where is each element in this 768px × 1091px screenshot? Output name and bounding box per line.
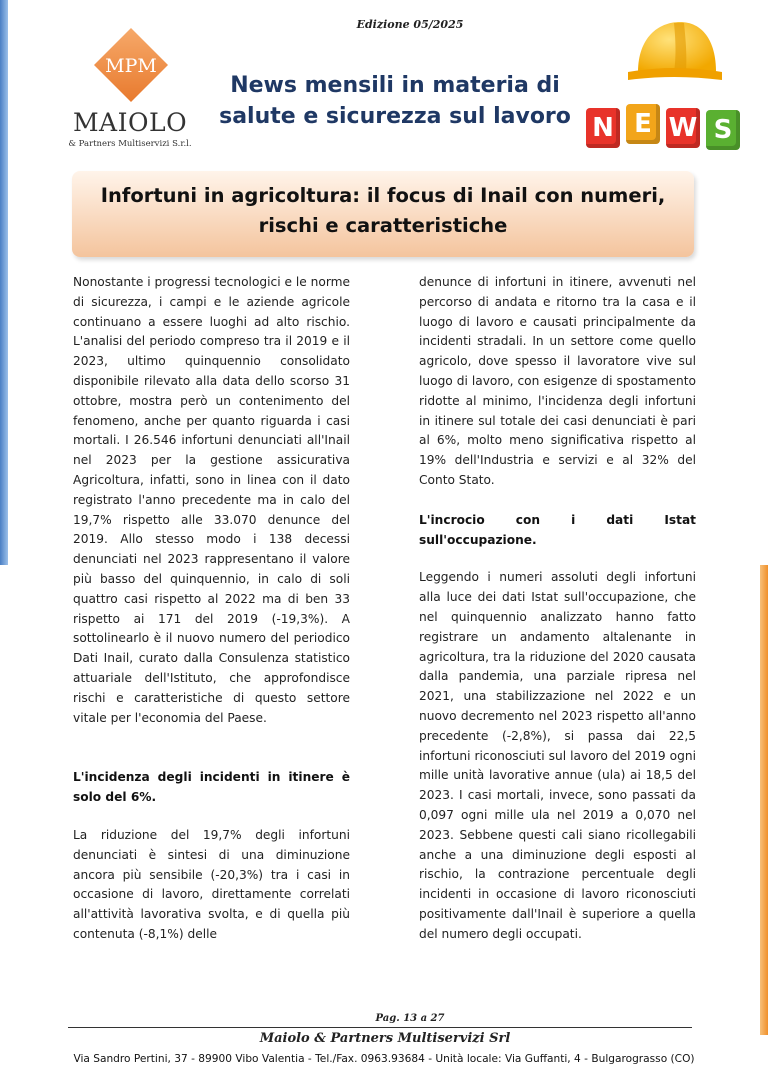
- article-title-line2: rischi e caratteristiche: [258, 214, 508, 237]
- newsletter-title-line2: salute e sicurezza sul lavoro: [219, 104, 571, 129]
- left-edge-stripe: [0, 0, 8, 565]
- paragraph: denunce di infortuni in itinere, avvenuti nel percorso di andata e ritorno tra la casa e il luogo di lavoro e causati principalmente da incidenti stradali. In un settore come quello agricolo, dove spesso il lavoratore vive sul luogo di lavoro, con esigenze di spostamento ridotte al minimo, l'incidenza degli infortuni in itinere sul totale dei casi denunciati è pari al 6%, molto meno significativa rispetto al 19% dell'Industria e servizi e al 32% del Conto Stato.: [419, 275, 696, 487]
- logo-initials: MPM: [105, 55, 157, 77]
- footer-company: Maiolo & Partners Multiservizi Srl: [259, 1031, 511, 1046]
- article-title-banner: [72, 171, 694, 257]
- newsletter-title-line1: News mensili in materia di: [230, 73, 560, 98]
- paragraph: Leggendo i numeri assoluti degli infortuni alla luce dei dati Istat sull'occupazione, che nel quinquennio analizzato hanno fatto registrare un andamento altalenante in agricoltura, tra la riduzione del 2020 causata dalla pandemia, una parziale ripresa nel 2021, una stabilizzazione nel 2022 e un nuovo decremento nel 2023 rispetto all'anno precedente (-2,8%), si passa dai 22,5 infortuni riconosciuti sul lavoro del 2019 ogni mille unità lavorative annue (ula) ai 18,5 del 2023. I casi mortali, invece, sono passati da 0,097 ogni mille ula nel 2019 a 0,070 nel 2023. Sebbene questi cali siano ricollegabili anche a una diminuzione degli esposti al rischio, la contrazione percentuale degli incidenti in occasione di lavoro riconosciuti positivamente dall'Inail è superiore a quella del numero degli occupati.: [419, 570, 696, 941]
- logo-name: MAIOLO: [72, 108, 188, 137]
- logo-subtitle: & Partners Multiservizi S.r.l.: [68, 139, 192, 149]
- footer-address: Via Sandro Pertini, 37 - 89900 Vibo Valentia - Tel./Fax. 0963.93684 - Unità locale: Via Guffanti, 4 - Bulgarograsso (CO): [73, 1053, 695, 1065]
- right-edge-stripe: [760, 565, 768, 1035]
- article-title-line1: Infortuni in agricoltura: il focus di Inail con numeri,: [100, 184, 666, 207]
- paragraph: Nonostante i progressi tecnologici e le norme di sicurezza, i campi e le aziende agricole continuano a essere luoghi ad alto rischio. L'analisi del periodo compreso tra il 2019 e il 2023, ultimo quinquennio consolidato disponibile rilevato alla data dello scorso 31 ottobre, mostra però un contenimento del fenomeno, anche per quanto riguarda i casi mortali. I 26.546 infortuni denunciati all'Inail nel 2023 per la gestione assicurativa Agricoltura, infatti, sono in linea con il dato registrato l'anno precedente ma in calo del 19,7% rispetto alle 33.070 denunce del 2019. Allo stesso modo i 138 decessi denunciati nel 2023 rappresentano il valore più basso del quinquennio, in calo di soli quattro casi rispetto al 2022 ma di ben 33 rispetto ai 171 del 2019 (-19,3%). A sottolinearlo è il nuovo numero del periodico Dati Inail, curato dalla Consulenza statistico attuariale dell'Istituto, che approfondisce rischi e caratteristiche di questo settore vitale per l'economia del Paese.: [73, 275, 350, 725]
- page-number: Pag. 13 a 27: [375, 1013, 445, 1024]
- section-heading: L'incrocio con i dati Istat sull'occupazione.: [419, 512, 696, 547]
- logo-diamond-icon: [92, 26, 170, 104]
- news-letter-e: E: [626, 104, 660, 144]
- article-column-right: [419, 273, 696, 945]
- edition-label: Edizione 05/2025: [356, 18, 464, 31]
- article-column-left: [73, 273, 350, 945]
- company-logo: [60, 22, 200, 152]
- news-letter-w: W: [666, 108, 700, 148]
- footer-divider: [68, 1027, 692, 1028]
- newsletter-title: [200, 70, 590, 132]
- article-title: [82, 181, 684, 241]
- news-graphic: [584, 14, 754, 164]
- news-letter-s: S: [706, 110, 740, 150]
- hard-hat-icon: [624, 14, 724, 94]
- paragraph: La riduzione del 19,7% degli infortuni denunciati è sintesi di una diminuzione ancora più sensibile (-20,3%) tra i casi in occasione di lavoro, direttamente correlati all'attività lavorativa svolta, e di quella più contenuta (-8,1%) delle: [73, 827, 350, 941]
- news-letter-n: N: [586, 108, 620, 148]
- section-heading: L'incidenza degli incidenti in itinere è solo del 6%.: [73, 770, 350, 805]
